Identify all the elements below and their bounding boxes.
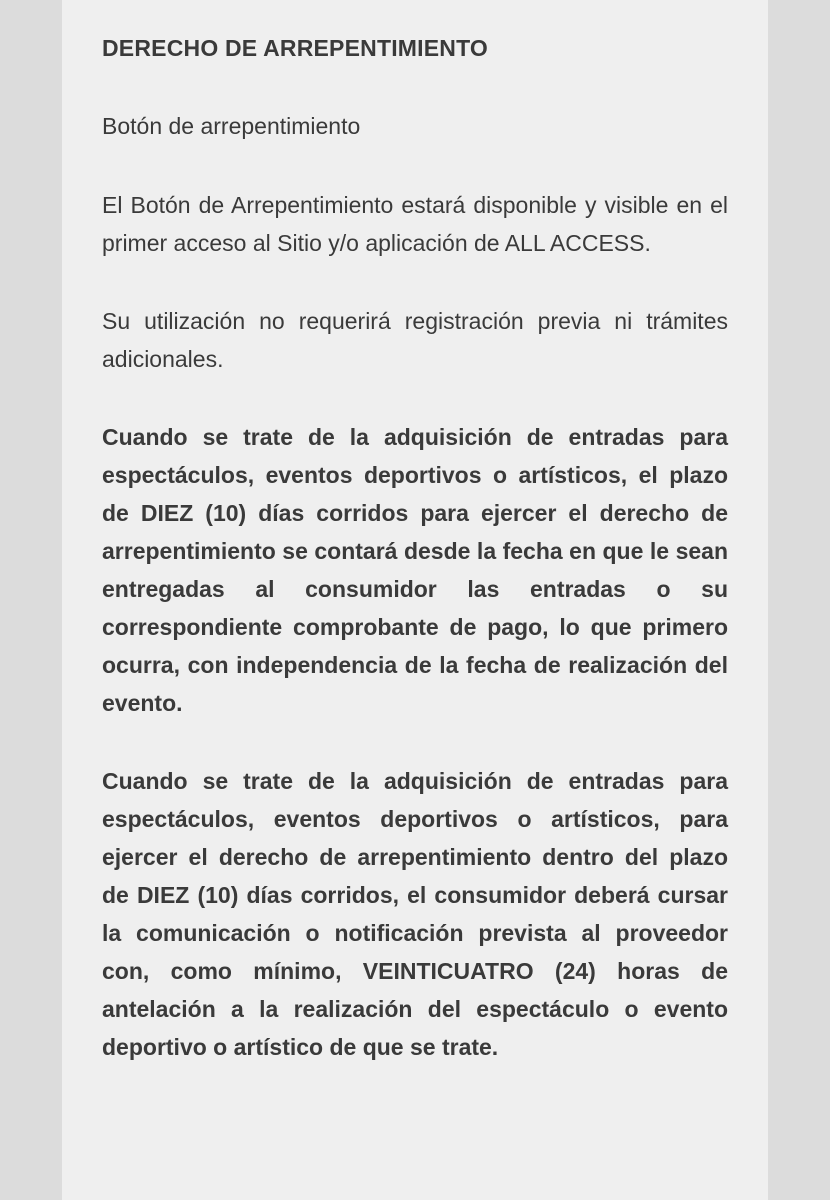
paragraph-no-registration: Su utilización no requerirá registración previa ni trámites adicionales. — [102, 308, 728, 372]
document-page — [62, 0, 768, 1200]
right-margin — [768, 0, 830, 1200]
left-margin — [0, 0, 62, 1200]
paragraph-availability: El Botón de Arrepentimiento estará disponible y visible en el primer acceso al Sitio y/o aplicación de ALL ACCESS. — [102, 192, 728, 256]
document-subtitle: Botón de arrepentimiento — [102, 113, 361, 139]
document-title: DERECHO DE ARREPENTIMIENTO — [102, 35, 489, 61]
paragraph-notice-requirement: Cuando se trate de la adquisición de entradas para espectáculos, eventos deportivos o artísticos, para ejercer el derecho de arrepentimiento dentro del plazo de DIEZ (10) días corridos, el consumidor deberá cursar la comunicación o notificación prevista al proveedor con, como mínimo, VEINTICUATRO (24) horas de antelación a la realización del espectáculo o evento deportivo o artístico de que se trate. — [102, 768, 728, 1060]
paragraph-ticket-deadline: Cuando se trate de la adquisición de entradas para espectáculos, eventos deportivos o artísticos, el plazo de DIEZ (10) días corridos para ejercer el derecho de arrepentimiento se contará desde la fecha en que le sean entregadas al consumidor las entradas o su correspondiente comprobante de pago, lo que primero ocurra, con independencia de la fecha de realización del evento. — [102, 424, 728, 716]
